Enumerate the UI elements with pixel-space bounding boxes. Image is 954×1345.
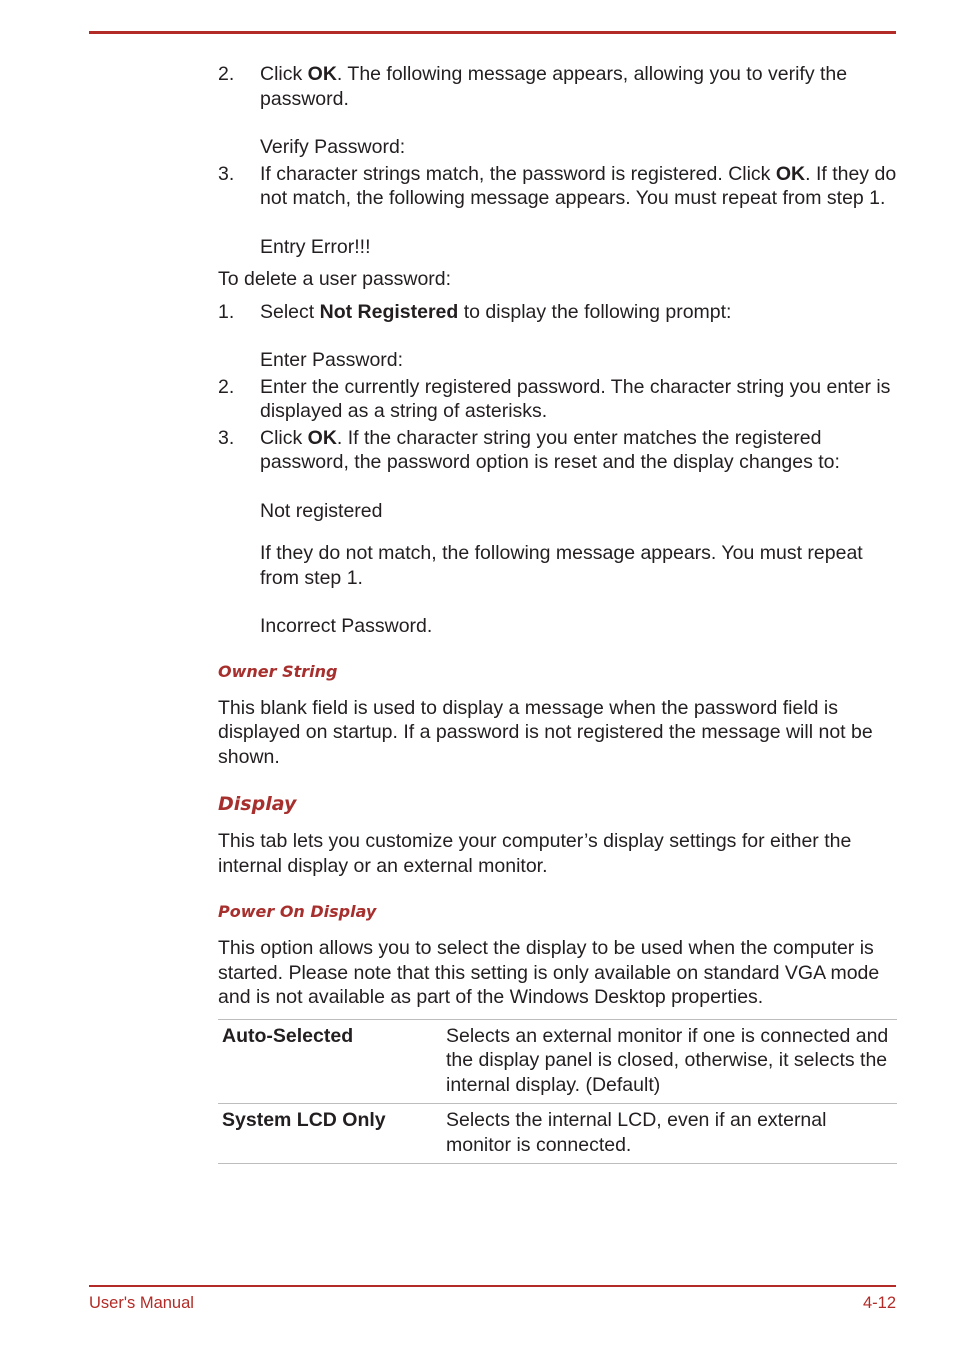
header-rule [89, 31, 896, 34]
step-text-post: . If they do not match, the following message appears. You must repeat from step 1. [260, 162, 897, 209]
step-message: Verify Password: [260, 136, 406, 158]
option-description: Selects an external monitor if one is connected and the display panel is closed, otherwise, it selects the internal display. (Default) [446, 1024, 889, 1096]
power-on-display-heading: Power On Display [218, 902, 377, 921]
step-number: 2. [218, 375, 235, 398]
step-message: Not registered [260, 499, 383, 522]
delete-step-2 [218, 375, 898, 424]
step-number: 3. [218, 162, 235, 185]
step-message: Entry Error!!! [260, 235, 371, 258]
step-match [218, 162, 898, 211]
option-name: System LCD Only [222, 1109, 386, 1131]
display-heading: Display [218, 793, 297, 815]
step-message: Incorrect Password. [260, 615, 433, 637]
options-table [218, 1019, 897, 1165]
delete-step-3 [218, 426, 898, 475]
step-text: Enter the currently registered password. The character string you enter is displayed as a string of asterisks. [260, 375, 891, 422]
footer-manual-title: User's Manual [89, 1294, 194, 1312]
step-number: 2. [218, 63, 235, 85]
table-row [218, 1019, 897, 1104]
display-body: This tab lets you customize your computer’s display settings for either the internal display or an external monitor. [218, 830, 852, 877]
step-text-post: . The following message appears, allowing you to verify the password. [260, 63, 848, 110]
step-number: 1. [218, 300, 235, 323]
step-text-pre: Select [260, 300, 320, 323]
step-text-post: to display the following prompt: [458, 300, 732, 323]
step-text-pre: If character strings match, the password is registered. Click [260, 162, 776, 185]
step-text-pre: Click [260, 63, 308, 85]
step-text-bold: OK [307, 426, 337, 449]
delete-intro: To delete a user password: [218, 268, 452, 290]
step-verify [218, 62, 898, 111]
step-message: Enter Password: [260, 349, 404, 371]
option-name: Auto-Selected [222, 1024, 354, 1047]
delete-step-1 [218, 300, 898, 325]
step-text-bold: OK [307, 63, 337, 85]
page-number: 4-12 [862, 1294, 896, 1312]
step-note: If they do not match, the following message appears. You must repeat from step 1. [260, 542, 863, 589]
footer-rule [89, 1285, 896, 1287]
option-description: Selects the internal LCD, even if an external monitor is connected. [446, 1109, 827, 1156]
owner-string-body: This blank field is used to display a message when the password field is displayed on startup. If a password is not registered the message will not be shown. [218, 696, 873, 768]
page-content [218, 62, 898, 1164]
step-text-post: . If the character string you enter matches the registered password, the password option is reset and the display changes to: [260, 426, 840, 473]
step-text-pre: Click [260, 426, 308, 449]
table-row [218, 1104, 897, 1164]
step-text-bold: Not Registered [319, 300, 459, 323]
step-number: 3. [218, 426, 235, 449]
step-text-bold: OK [775, 162, 806, 185]
power-on-display-body: This option allows you to select the display to be used when the computer is started. Please note that this setting is only available on standard VGA mode and is not available as part of the Windows Desktop properties. [218, 937, 880, 1008]
owner-string-heading: Owner String [218, 661, 338, 681]
